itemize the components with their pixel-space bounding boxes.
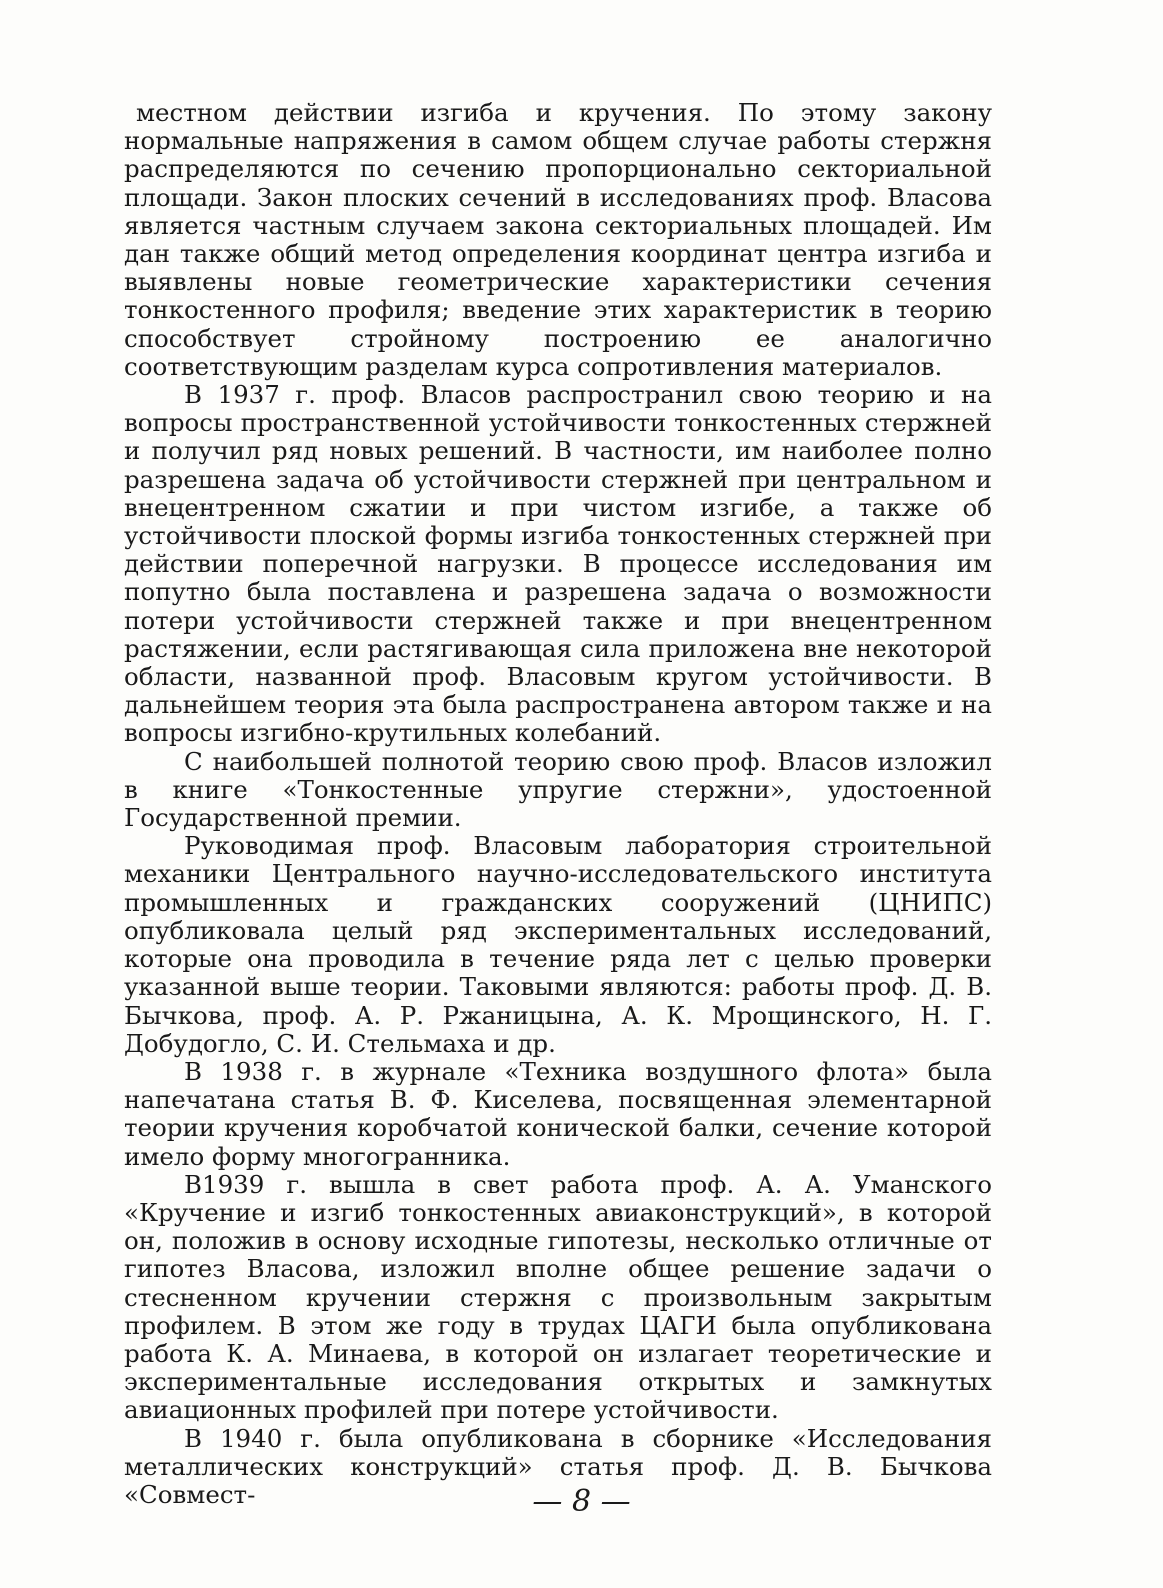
paragraph-3: С наибольшей полнотой теорию свою проф. Власов изложил в книге «Тонкостенные упругие стержни», удостоенной Государственной премии. (124, 746, 992, 833)
paragraph-2: В 1937 г. проф. Власов распространил свою теорию и на вопросы пространственной устойчивости тонкостенных стержней и получил ряд новых решений. В частности, им наиболее полно разрешена задача об устойчивости стержней при центральном и внецентренном сжатии и при чистом изгибе, а также об устойчивости плоской формы изгиба тонкостенных стержней при действии поперечной нагрузки. В процессе исследования им попутно была поставлена и разрешена задача о возможности потери устойчивости стержней также и при внецентренном растяжении, если растягивающая сила приложена вне некоторой области, названной проф. Власовым кругом устойчивости. В дальнейшем теория эта была распространена автором также и на вопросы изгибно-крутильных колебаний. (124, 380, 992, 748)
body-text (124, 99, 992, 1509)
paragraph-1: местном действии изгиба и кручения. По этому закону нормальные напряжения в самом общем случае работы стержня распределяются по сечению пропорционально секториальной площади. Закон плоских сечений в исследованиях проф. Власова является частным случаем закона секториальных площадей. Им дан также общий метод определения координат центра изгиба и выявлены новые геометрические характеристики сечения тонкостенного профиля; введение этих характеристик в теорию способствует стройному построению ее аналогично соответствующим разделам курса сопротивления материалов. (124, 98, 992, 381)
paragraph-6: В1939 г. вышла в свет работа проф. А. А. Уманского «Кручение и изгиб тонкостенных авиаконструкций», в которой он, положив в основу исходные гипотезы, несколько отличные от гипотез Власова, изложил вполне общее решение задачи о стесненном кручении стержня с произвольным закрытым профилем. В этом же году в трудах ЦАГИ была опубликована работа К. А. Минаева, в которой он излагает теоретические и экспериментальные исследования открытых и замкнутых авиационных профилей при потере устойчивости. (124, 1169, 992, 1425)
paragraph-5: В 1938 г. в журнале «Техника воздушного флота» была напечатана статья В. Ф. Киселева, посвященная элементарной теории кручения коробчатой конической балки, сечение которой имело форму многогранника. (124, 1056, 992, 1171)
page-number: — 8 — (532, 1484, 631, 1519)
paragraph-7: В 1940 г. была опубликована в сборнике «Исследования металлических конструкций» статья проф. Д. В. Бычкова «Совмест- (124, 1423, 992, 1509)
paragraph-4: Руководимая проф. Власовым лаборатория строительной механики Центрального научно-исследовательского института промышленных и гражданских сооружений (ЦНИПС) опубликовала целый ряд экспериментальных исследований, которые она проводила в течение ряда лет с целью проверки указанной выше теории. Таковыми являются: работы проф. Д. В. Бычкова, проф. А. Р. Ржаницына, А. К. Мрощинского, Н. Г. Добудогло, С. И. Стельмаха и др. (124, 831, 992, 1058)
